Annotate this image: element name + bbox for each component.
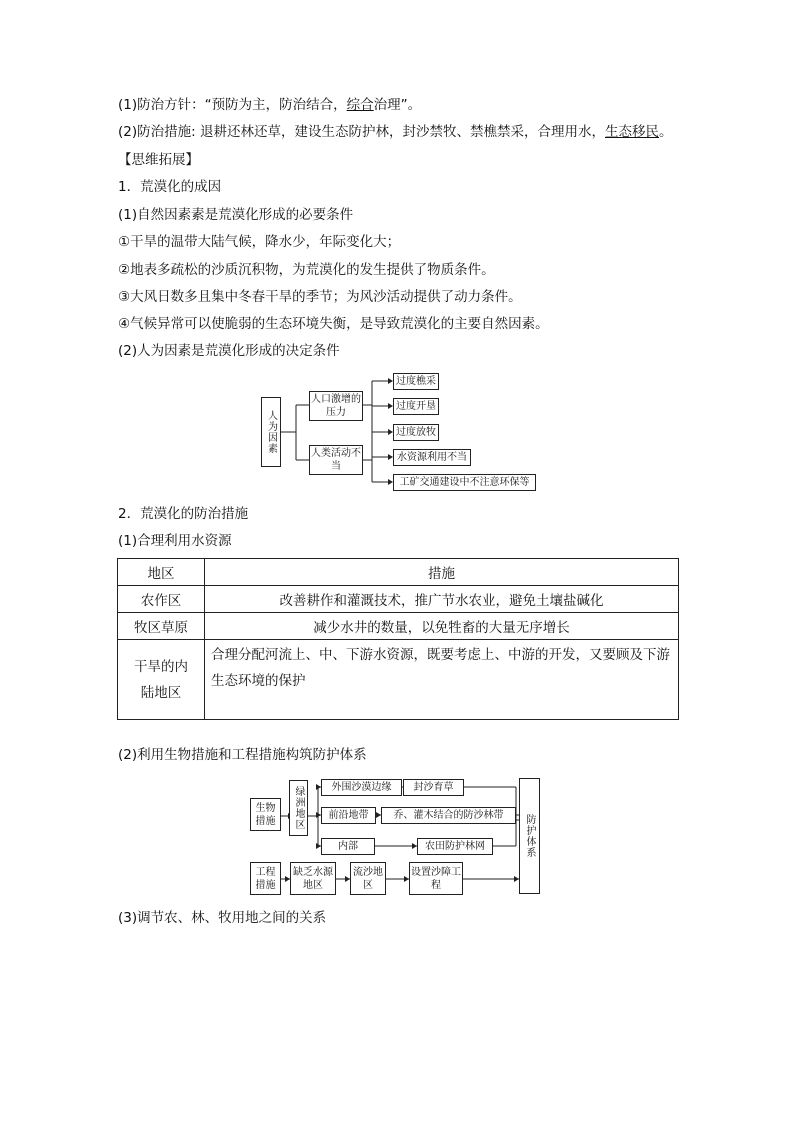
table-cell-region: 农作区 bbox=[118, 586, 205, 613]
engineering-measures-box: 工程措施 bbox=[250, 862, 281, 895]
section-2-title: 2．荒漠化的防治措施 bbox=[118, 506, 249, 522]
bio-measures-box: 生物措施 bbox=[250, 798, 281, 831]
land-use-heading: (3)调节农、林、牧用地之间的关系 bbox=[118, 910, 327, 926]
farmland-shelterbelt-box: 农田防护林网 bbox=[417, 838, 493, 855]
human-factor-root-box: 人为因素 bbox=[261, 397, 281, 467]
water-resources-heading: (1)合理利用水资源 bbox=[118, 533, 232, 549]
natural-item-4: ④气候异常可以使脆弱的生态环境失衡，是导致荒漠化的主要自然因素。 bbox=[118, 316, 549, 332]
mining-transport-box: 工矿交通建设中不注意环保等 bbox=[393, 474, 536, 491]
shrub-forest-belt-box: 乔、灌木结合的防沙林带 bbox=[381, 807, 516, 824]
measures-line: (2)防治措施: 退耕还林还草，建设生态防护林，封沙禁牧、禁樵禁采，合理用水，生态移民。 bbox=[118, 124, 673, 140]
policy-line: (1)防治方针：“预防为主，防治结合，综合治理”。 bbox=[118, 97, 422, 113]
natural-factors: (1)自然因素素是荒漠化形成的必要条件 bbox=[118, 207, 354, 223]
table-cell-region: 牧区草原 bbox=[118, 613, 205, 640]
table-header-measure: 措施 bbox=[205, 559, 679, 586]
front-zone-box: 前沿地带 bbox=[321, 807, 376, 824]
table-cell-region: 干旱的内陆地区 bbox=[118, 640, 205, 720]
over-grazing-box: 过度放牧 bbox=[393, 424, 439, 441]
sand-barrier-box: 设置沙障工程 bbox=[409, 862, 463, 895]
inner-zone-box: 内部 bbox=[321, 838, 375, 855]
section-1-title: 1．荒漠化的成因 bbox=[118, 179, 222, 195]
natural-item-3: ③大风日数多且集中冬春干旱的季节；为风沙活动提供了动力条件。 bbox=[118, 289, 522, 305]
outer-desert-edge-box: 外围沙漠边缘 bbox=[321, 779, 402, 796]
table-cell-measure: 改善耕作和灌溉技术，推广节水农业，避免土壤盐碱化 bbox=[205, 586, 679, 613]
oasis-region-box: 绿洲地区 bbox=[289, 780, 308, 836]
protection-system-box: 防护体系 bbox=[519, 778, 540, 894]
over-cultivation-box: 过度开垦 bbox=[393, 398, 439, 415]
natural-item-1: ①干旱的温带大陆气候，降水少，年际变化大； bbox=[118, 234, 401, 250]
table-cell-measure: 减少水井的数量，以免牲畜的大量无序增长 bbox=[205, 613, 679, 640]
improper-activity-box: 人类活动不当 bbox=[309, 445, 363, 475]
sand-seal-grass-box: 封沙育草 bbox=[403, 779, 464, 796]
quicksand-area-box: 流沙地区 bbox=[350, 862, 386, 895]
natural-item-2: ②地表多疏松的沙质沉积物，为荒漠化的发生提供了物质条件。 bbox=[118, 262, 495, 278]
population-pressure-box: 人口激增的压力 bbox=[309, 391, 363, 421]
human-factors: (2)人为因素是荒漠化形成的决定条件 bbox=[118, 343, 340, 359]
protection-system-heading: (2)利用生物措施和工程措施构筑防护体系 bbox=[118, 747, 367, 763]
water-misuse-box: 水资源利用不当 bbox=[393, 449, 471, 466]
table-cell-measure: 合理分配河流上、中、下游水资源，既要考虑上、中游的开发，又要顾及下游生态环境的保护 bbox=[205, 640, 679, 720]
extend-heading: 【思维拓展】 bbox=[118, 152, 199, 168]
over-logging-box: 过度樵采 bbox=[393, 373, 439, 390]
water-scarce-area-box: 缺乏水源地区 bbox=[290, 862, 336, 895]
table-header-region: 地区 bbox=[118, 559, 205, 586]
